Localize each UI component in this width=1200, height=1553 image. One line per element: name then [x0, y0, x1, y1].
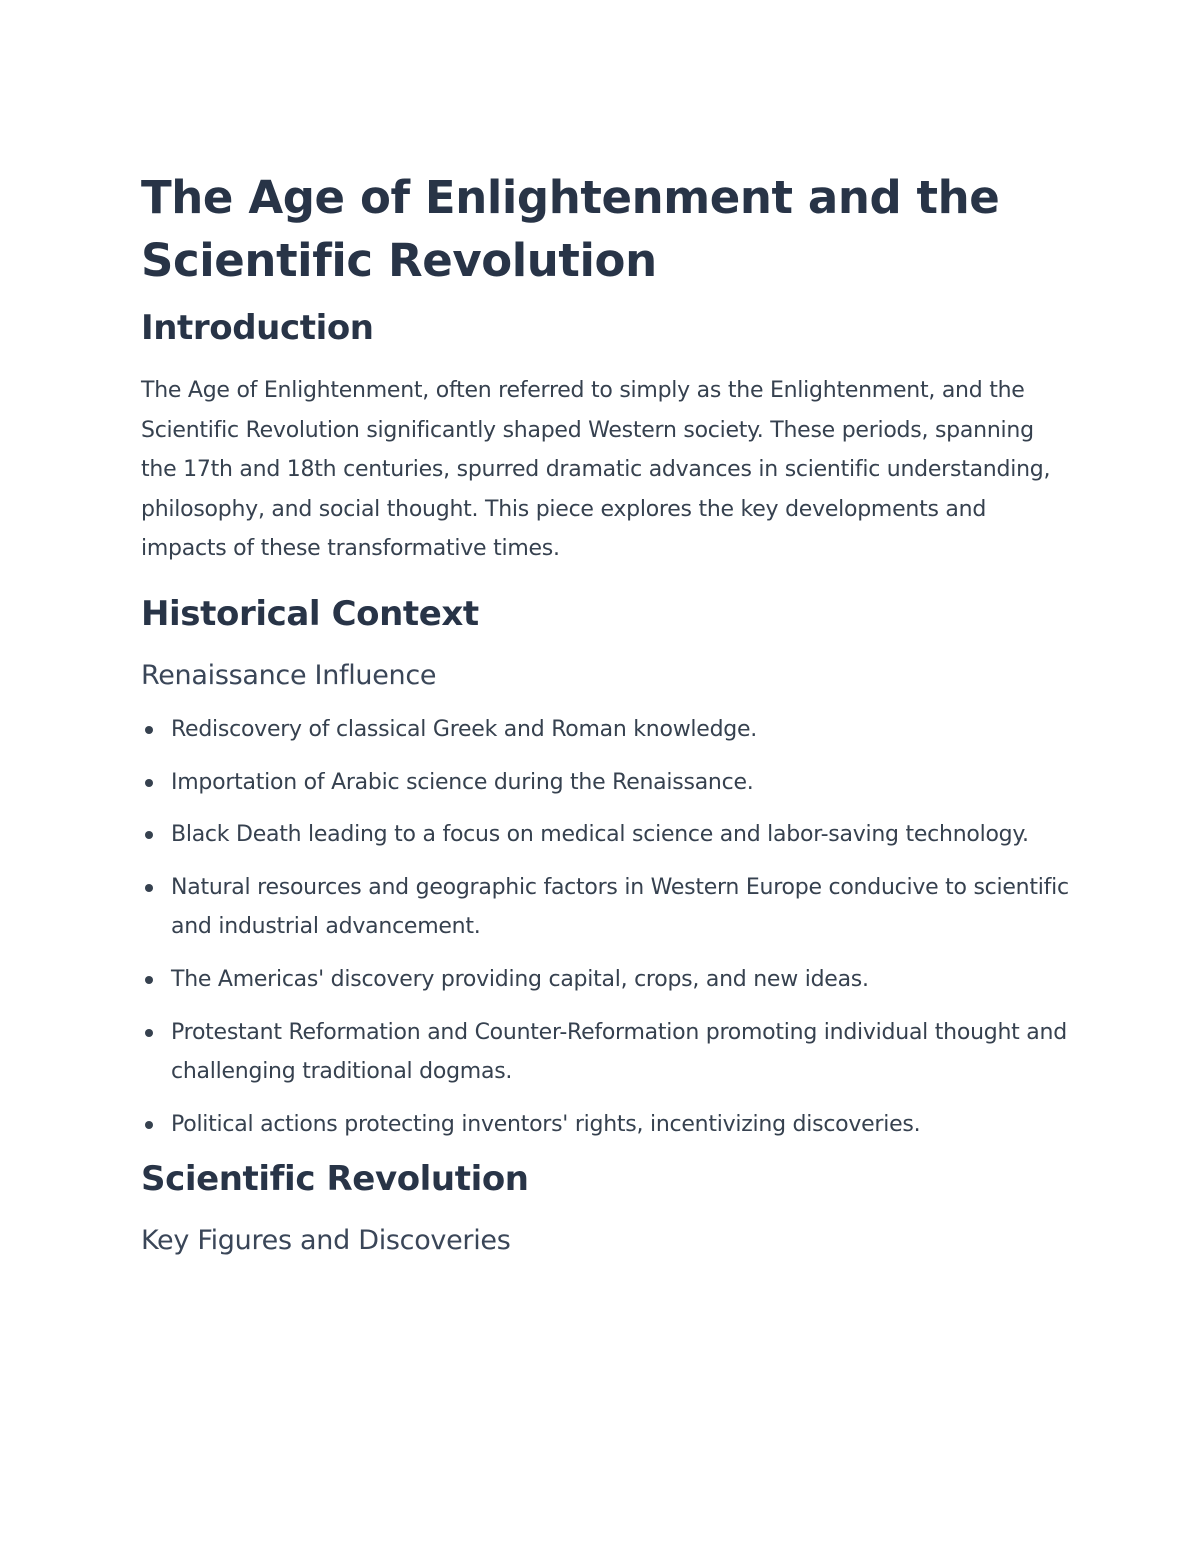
bullet-icon — [145, 884, 153, 892]
list-item — [141, 763, 1071, 803]
bullet-icon — [145, 726, 153, 734]
renaissance-influence-list — [141, 710, 1071, 1144]
list-item — [141, 1013, 1071, 1092]
page-title: The Age of Enlightenment and the Scientific Revolution — [141, 171, 1000, 287]
list-item-text: Rediscovery of classical Greek and Roman knowledge. — [171, 716, 758, 742]
bullet-icon — [145, 976, 153, 984]
list-item — [141, 960, 1071, 1000]
scientific-revolution-heading: Scientific Revolution — [141, 1159, 529, 1200]
bullet-icon — [145, 779, 153, 787]
renaissance-influence-heading: Renaissance Influence — [141, 659, 437, 691]
list-item — [141, 1105, 1071, 1145]
list-item-text: Importation of Arabic science during the Renaissance. — [171, 769, 754, 795]
bullet-icon — [145, 1029, 153, 1037]
list-item-text: Natural resources and geographic factors in Western Europe conducive to scientific and industrial advancement. — [171, 874, 1069, 940]
list-item-text: The Americas' discovery providing capital, crops, and new ideas. — [171, 966, 869, 992]
list-item — [141, 868, 1071, 947]
bullet-icon — [145, 831, 153, 839]
list-item-text: Political actions protecting inventors' rights, incentivizing discoveries. — [171, 1111, 921, 1137]
list-item-text: Protestant Reformation and Counter-Reformation promoting individual thought and challenging traditional dogmas. — [171, 1019, 1067, 1085]
list-item — [141, 710, 1071, 750]
historical-context-heading: Historical Context — [141, 593, 479, 634]
bullet-icon — [145, 1121, 153, 1129]
document-page — [141, 166, 1071, 1259]
list-item-text: Black Death leading to a focus on medical science and labor-saving technology. — [171, 822, 1029, 848]
introduction-heading: Introduction — [141, 308, 374, 348]
key-figures-heading: Key Figures and Discoveries — [141, 1225, 511, 1257]
introduction-paragraph: The Age of Enlightenment, often referred to simply as the Enlightenment, and the Scientific Revolution significantly shaped Western society. These periods, spanning the 17th and 18th centuries, spurred dramatic advances in scientific understanding, philosophy, and social thought. This piece explores the key developments and impacts of these transformative times. — [141, 378, 1051, 562]
list-item — [141, 815, 1071, 855]
